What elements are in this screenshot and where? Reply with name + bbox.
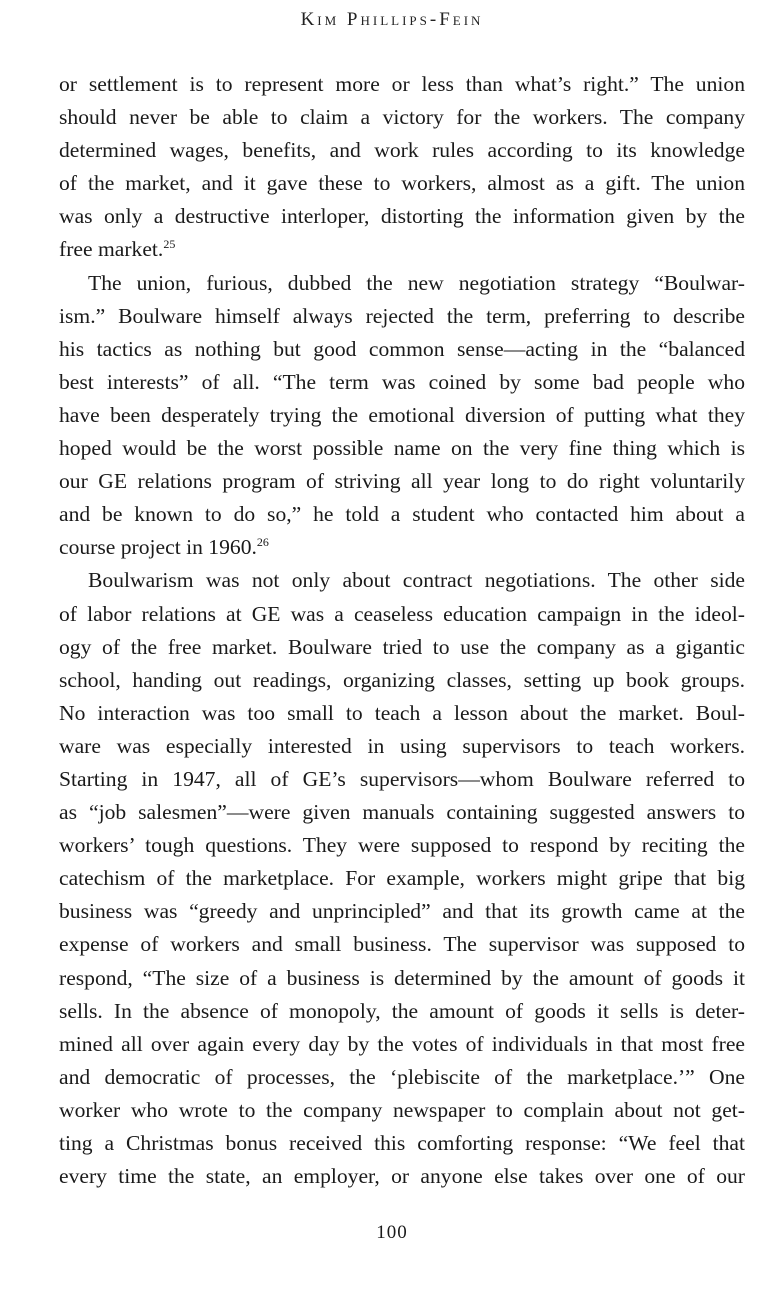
body-text [59, 68, 745, 1193]
text-line: and be known to do so,” he told a student who contacted him about a [59, 502, 745, 527]
text-line: of the market, and it gave these to workers, almost as a gift. The union [59, 171, 745, 196]
text-line: catechism of the marketplace. For example, workers might gripe that big [59, 866, 745, 891]
text-line: respond, “The size of a business is determined by the amount of goods it [59, 965, 745, 990]
text-line: ting a Christmas bonus received this comforting response: “We feel that [59, 1131, 745, 1155]
text-line: his tactics as nothing but good common sense—acting in the “balanced [59, 336, 745, 361]
text-line: our GE relations program of striving all year long to do right voluntarily [59, 469, 745, 494]
text-line: expense of workers and small business. The supervisor was supposed to [59, 932, 745, 957]
text-line: school, handing out readings, organizing classes, setting up book groups. [59, 667, 745, 692]
text-line: should never be able to claim a victory for the workers. The company [59, 105, 745, 130]
text-line: Starting in 1947, all of GE’s supervisors—whom Boulware referred to [59, 766, 745, 791]
line-text: course project in 1960. [59, 535, 257, 560]
text-line: ware was especially interested in using supervisors to teach workers. [59, 733, 745, 758]
text-line: The union, furious, dubbed the new negotiation strategy “Boulwar- [88, 270, 745, 295]
text-line: hoped would be the worst possible name on the very fine thing which is [59, 436, 745, 461]
text-line: mined all over again every day by the votes of individuals in that most free [59, 1031, 745, 1056]
footnote-marker: 26 [256, 535, 269, 550]
line-text: free market. [59, 237, 164, 262]
text-line: ism.” Boulware himself always rejected the term, preferring to describe [59, 303, 745, 328]
text-line [59, 531, 745, 564]
text-line: or settlement is to represent more or less than what’s right.” The union [59, 72, 745, 96]
text-line: and democratic of processes, the ‘plebiscite of the marketplace.’” One [59, 1064, 745, 1089]
paragraph [59, 68, 745, 267]
text-line: No interaction was too small to teach a lesson about the market. Boul- [59, 700, 745, 725]
running-head: Kim Phillips-Fein [300, 9, 484, 30]
text-line: have been desperately trying the emotional diversion of putting what they [59, 402, 745, 427]
text-line: was only a destructive interloper, distorting the information given by the [59, 204, 745, 229]
footnote-marker: 25 [163, 237, 176, 252]
text-line: of labor relations at GE was a ceaseless education campaign in the ideol- [59, 601, 745, 626]
text-line: business was “greedy and unprincipled” and that its growth came at the [59, 899, 745, 924]
paragraph [59, 267, 745, 565]
text-line: determined wages, benefits, and work rules according to its knowledge [59, 138, 745, 163]
text-line: ogy of the free market. Boulware tried to use the company as a gigantic [59, 634, 745, 659]
text-line: workers’ tough questions. They were supposed to respond by reciting the [59, 833, 745, 858]
text-line: sells. In the absence of monopoly, the amount of goods it sells is deter- [59, 998, 745, 1023]
text-line: best interests” of all. “The term was coined by some bad people who [59, 369, 745, 394]
text-line: Boulwarism was not only about contract negotiations. The other side [88, 568, 745, 593]
text-line [59, 233, 745, 266]
paragraph [59, 564, 745, 1193]
text-line: as “job salesmen”—were given manuals containing suggested answers to [59, 800, 745, 825]
page-number: 100 [376, 1222, 408, 1243]
text-line: every time the state, an employer, or anyone else takes over one of our [59, 1164, 745, 1189]
text-line: worker who wrote to the company newspaper to complain about not get- [59, 1097, 745, 1122]
